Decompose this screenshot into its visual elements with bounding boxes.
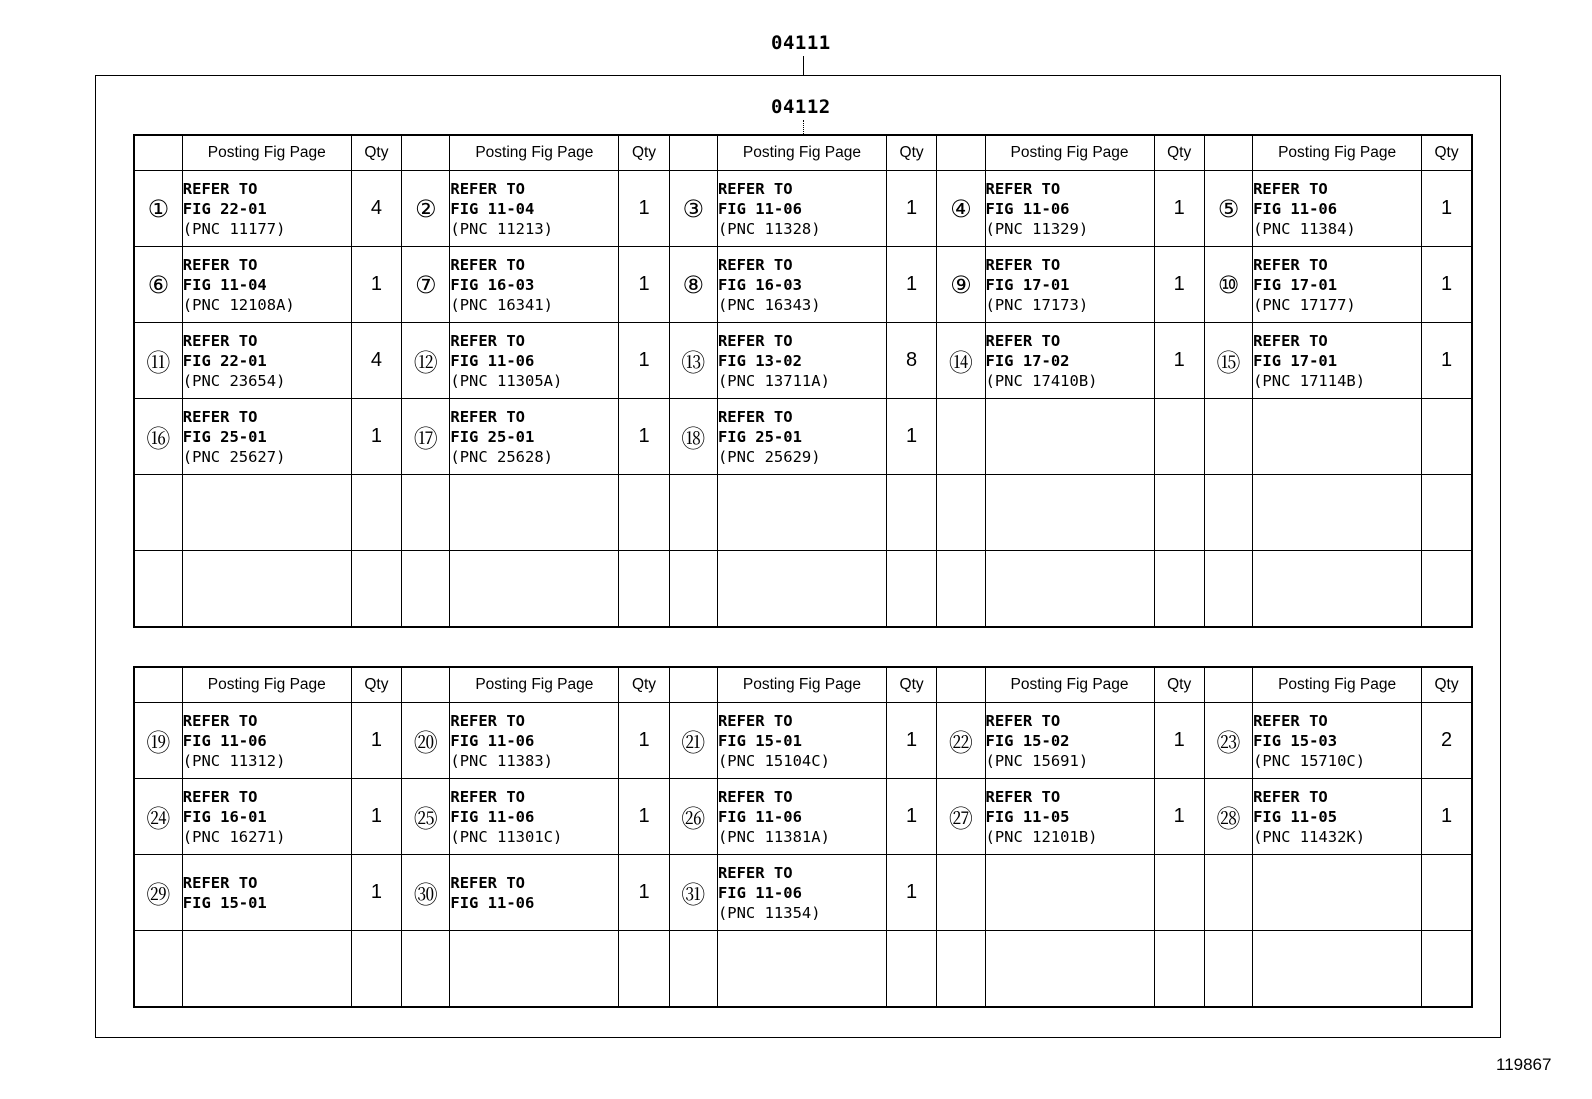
posting-reference — [1253, 551, 1422, 628]
reference-pnc: (PNC 17177) — [1253, 295, 1356, 314]
reference-pnc: (PNC 17410B) — [985, 371, 1098, 390]
reference-pnc: (PNC 25628) — [450, 447, 554, 466]
item-number — [669, 931, 717, 1008]
item-number: ⑧ — [669, 247, 717, 323]
header-qty: Qty — [886, 135, 936, 171]
reference-fig: FIG 11-06 — [450, 351, 535, 370]
reference-fig: FIG 17-02 — [985, 351, 1070, 370]
posting-reference — [717, 171, 886, 247]
quantity — [886, 931, 936, 1008]
reference-pnc: (PNC 25627) — [182, 447, 286, 466]
reference-fig: FIG 16-03 — [717, 275, 802, 294]
table-row — [134, 551, 1472, 628]
figure-id: 119867 — [1496, 1055, 1552, 1074]
quantity: 1 — [1154, 703, 1204, 779]
reference-refer: REFER TO — [985, 711, 1061, 730]
header-num-cell — [402, 135, 450, 171]
quantity — [886, 475, 936, 551]
posting-reference — [1253, 855, 1422, 931]
posting-reference — [985, 323, 1154, 399]
reference-refer: REFER TO — [450, 787, 526, 806]
item-number: ⑫ — [402, 323, 450, 399]
item-number — [1204, 855, 1252, 931]
item-number: ⑱ — [669, 399, 717, 475]
quantity: 1 — [619, 779, 669, 855]
reference-refer: REFER TO — [450, 873, 526, 892]
reference-fig: FIG 11-06 — [1253, 199, 1338, 218]
quantity — [886, 551, 936, 628]
reference-fig: FIG 11-05 — [985, 807, 1070, 826]
quantity: 1 — [886, 171, 936, 247]
item-number: ⑲ — [134, 703, 182, 779]
reference-fig: FIG 25-01 — [450, 427, 535, 446]
reference-pnc: (PNC 13711A) — [717, 371, 830, 390]
header-qty: Qty — [1154, 135, 1204, 171]
item-number — [669, 475, 717, 551]
table-row — [134, 171, 1472, 247]
item-number — [1204, 551, 1252, 628]
quantity: 4 — [351, 171, 401, 247]
posting-reference — [450, 779, 619, 855]
item-number — [134, 475, 182, 551]
reference-refer: REFER TO — [1253, 711, 1328, 730]
posting-reference — [182, 323, 351, 399]
item-number: ⑪ — [134, 323, 182, 399]
reference-pnc: (PNC 15710C) — [1253, 751, 1366, 770]
quantity — [1154, 475, 1204, 551]
posting-reference — [182, 247, 351, 323]
reference-refer: REFER TO — [182, 331, 258, 350]
reference-pnc: (PNC 16341) — [450, 295, 554, 314]
reference-refer: REFER TO — [1253, 255, 1328, 274]
item-number — [1204, 475, 1252, 551]
reference-pnc: (PNC 11383) — [450, 751, 554, 770]
quantity: 1 — [886, 399, 936, 475]
posting-reference — [985, 551, 1154, 628]
reference-fig: FIG 25-01 — [182, 427, 267, 446]
reference-refer: REFER TO — [450, 255, 526, 274]
item-number: ⑤ — [1204, 171, 1252, 247]
item-number: ㉑ — [669, 703, 717, 779]
quantity — [1422, 551, 1472, 628]
reference-pnc: (PNC 12101B) — [985, 827, 1098, 846]
quantity: 1 — [1422, 247, 1472, 323]
item-number — [669, 551, 717, 628]
reference-refer: REFER TO — [450, 179, 526, 198]
table-row — [134, 323, 1472, 399]
item-number — [937, 855, 985, 931]
table-row — [134, 931, 1472, 1008]
reference-refer: REFER TO — [985, 787, 1061, 806]
quantity: 4 — [351, 323, 401, 399]
quantity — [1154, 551, 1204, 628]
reference-fig: FIG 25-01 — [717, 427, 802, 446]
posting-reference — [717, 855, 886, 931]
item-number: ⑯ — [134, 399, 182, 475]
reference-fig: FIG 11-06 — [717, 807, 802, 826]
posting-reference — [985, 779, 1154, 855]
quantity: 1 — [886, 247, 936, 323]
posting-reference — [450, 171, 619, 247]
item-number: ㉘ — [1204, 779, 1252, 855]
posting-reference — [985, 703, 1154, 779]
reference-pnc: (PNC 11177) — [182, 219, 286, 238]
quantity: 1 — [619, 171, 669, 247]
header-num-cell — [134, 135, 182, 171]
reference-refer: REFER TO — [717, 863, 793, 882]
quantity: 1 — [619, 855, 669, 931]
reference-pnc: (PNC 11354) — [717, 903, 821, 922]
posting-reference — [450, 931, 619, 1008]
posting-reference — [717, 399, 886, 475]
leader-line-04111 — [803, 56, 804, 75]
reference-refer: REFER TO — [1253, 179, 1328, 198]
quantity: 1 — [619, 399, 669, 475]
header-posting-fig-page: Posting Fig Page — [985, 667, 1154, 703]
quantity: 1 — [351, 855, 401, 931]
header-num-cell — [669, 135, 717, 171]
item-number — [937, 399, 985, 475]
quantity: 1 — [886, 703, 936, 779]
header-qty: Qty — [619, 135, 669, 171]
header-row — [134, 135, 1472, 171]
item-number: ㉙ — [134, 855, 182, 931]
header-num-cell — [937, 135, 985, 171]
item-number: ⑮ — [1204, 323, 1252, 399]
reference-refer: REFER TO — [717, 255, 793, 274]
posting-reference — [1253, 399, 1422, 475]
reference-pnc: (PNC 17114B) — [1253, 371, 1366, 390]
item-number: ㉛ — [669, 855, 717, 931]
quantity: 1 — [1154, 247, 1204, 323]
posting-reference — [1253, 171, 1422, 247]
reference-pnc: (PNC 16343) — [717, 295, 821, 314]
reference-pnc: (PNC 12108A) — [182, 295, 295, 314]
reference-fig: FIG 17-01 — [985, 275, 1070, 294]
quantity — [619, 931, 669, 1008]
quantity: 8 — [886, 323, 936, 399]
posting-reference — [717, 703, 886, 779]
reference-refer: REFER TO — [182, 873, 258, 892]
posting-reference — [450, 323, 619, 399]
header-num-cell — [937, 667, 985, 703]
reference-fig: FIG 17-01 — [1253, 275, 1338, 294]
reference-pnc: (PNC 17173) — [985, 295, 1089, 314]
item-number: ㉓ — [1204, 703, 1252, 779]
header-num-cell — [1204, 135, 1252, 171]
quantity: 1 — [619, 247, 669, 323]
reference-refer: REFER TO — [450, 331, 526, 350]
item-number: ㉕ — [402, 779, 450, 855]
reference-fig: FIG 22-01 — [182, 351, 267, 370]
quantity — [1422, 399, 1472, 475]
reference-fig: FIG 17-01 — [1253, 351, 1338, 370]
header-posting-fig-page: Posting Fig Page — [450, 135, 619, 171]
reference-fig: FIG 11-06 — [450, 893, 535, 912]
item-number: ⑳ — [402, 703, 450, 779]
reference-pnc: (PNC 11381A) — [717, 827, 830, 846]
reference-table-2 — [133, 666, 1473, 1008]
quantity: 1 — [1154, 323, 1204, 399]
reference-fig: FIG 11-06 — [717, 199, 802, 218]
reference-pnc: (PNC 15104C) — [717, 751, 830, 770]
quantity: 1 — [351, 247, 401, 323]
header-posting-fig-page: Posting Fig Page — [182, 135, 351, 171]
quantity: 1 — [1422, 171, 1472, 247]
posting-reference — [450, 855, 619, 931]
table-row — [134, 855, 1472, 931]
reference-fig: FIG 16-01 — [182, 807, 267, 826]
header-posting-fig-page: Posting Fig Page — [182, 667, 351, 703]
reference-refer: REFER TO — [182, 255, 258, 274]
reference-pnc: (PNC 25629) — [717, 447, 821, 466]
reference-refer: REFER TO — [717, 787, 793, 806]
item-number: ㉚ — [402, 855, 450, 931]
quantity — [619, 475, 669, 551]
reference-refer: REFER TO — [182, 179, 258, 198]
item-number: ③ — [669, 171, 717, 247]
table-row — [134, 475, 1472, 551]
reference-fig: FIG 15-01 — [182, 893, 267, 912]
assembly-label-04111: 04111 — [771, 32, 831, 54]
posting-reference — [717, 475, 886, 551]
header-qty: Qty — [619, 667, 669, 703]
header-posting-fig-page: Posting Fig Page — [1253, 135, 1422, 171]
quantity — [1154, 855, 1204, 931]
reference-pnc: (PNC 11328) — [717, 219, 821, 238]
reference-pnc: (PNC 11384) — [1253, 219, 1356, 238]
reference-fig: FIG 11-05 — [1253, 807, 1338, 826]
item-number: ㉖ — [669, 779, 717, 855]
reference-pnc: (PNC 23654) — [182, 371, 286, 390]
table-row — [134, 703, 1472, 779]
leader-line-04112 — [803, 120, 804, 134]
reference-pnc: (PNC 11432K) — [1253, 827, 1366, 846]
quantity: 1 — [351, 399, 401, 475]
posting-reference — [1253, 323, 1422, 399]
reference-refer: REFER TO — [450, 711, 526, 730]
posting-reference — [182, 931, 351, 1008]
posting-reference — [985, 171, 1154, 247]
posting-reference — [182, 703, 351, 779]
posting-reference — [182, 399, 351, 475]
item-number — [134, 931, 182, 1008]
posting-reference — [182, 475, 351, 551]
item-number: ㉔ — [134, 779, 182, 855]
reference-pnc: (PNC 11213) — [450, 219, 554, 238]
quantity: 1 — [351, 703, 401, 779]
item-number: ⑥ — [134, 247, 182, 323]
reference-pnc: (PNC 16271) — [182, 827, 286, 846]
posting-reference — [1253, 703, 1422, 779]
reference-fig: FIG 11-04 — [182, 275, 267, 294]
posting-reference — [450, 551, 619, 628]
posting-reference — [1253, 247, 1422, 323]
reference-refer: REFER TO — [182, 407, 258, 426]
header-num-cell — [134, 667, 182, 703]
quantity: 2 — [1422, 703, 1472, 779]
reference-refer: REFER TO — [182, 787, 258, 806]
reference-refer: REFER TO — [182, 711, 258, 730]
item-number: ① — [134, 171, 182, 247]
header-qty: Qty — [351, 135, 401, 171]
reference-refer: REFER TO — [985, 255, 1061, 274]
header-qty: Qty — [351, 667, 401, 703]
item-number: ④ — [937, 171, 985, 247]
item-number — [937, 475, 985, 551]
reference-refer: REFER TO — [717, 407, 793, 426]
quantity: 1 — [1422, 323, 1472, 399]
item-number: ⑩ — [1204, 247, 1252, 323]
quantity: 1 — [1422, 779, 1472, 855]
reference-fig: FIG 22-01 — [182, 199, 267, 218]
item-number — [937, 551, 985, 628]
item-number: ⑬ — [669, 323, 717, 399]
reference-refer: REFER TO — [450, 407, 526, 426]
header-qty: Qty — [1422, 667, 1472, 703]
header-row — [134, 667, 1472, 703]
item-number — [1204, 399, 1252, 475]
header-posting-fig-page: Posting Fig Page — [717, 667, 886, 703]
reference-fig: FIG 16-03 — [450, 275, 535, 294]
reference-refer: REFER TO — [1253, 331, 1328, 350]
quantity — [351, 551, 401, 628]
posting-reference — [450, 399, 619, 475]
item-number — [1204, 931, 1252, 1008]
posting-reference — [182, 171, 351, 247]
item-number: ⑨ — [937, 247, 985, 323]
reference-table-1 — [133, 134, 1473, 628]
posting-reference — [717, 247, 886, 323]
reference-fig: FIG 11-04 — [450, 199, 535, 218]
item-number: ⑦ — [402, 247, 450, 323]
quantity: 1 — [886, 855, 936, 931]
header-qty: Qty — [1422, 135, 1472, 171]
assembly-label-04112: 04112 — [771, 96, 831, 118]
reference-pnc: (PNC 11305A) — [450, 371, 563, 390]
posting-reference — [985, 247, 1154, 323]
header-posting-fig-page: Posting Fig Page — [985, 135, 1154, 171]
header-num-cell — [402, 667, 450, 703]
item-number: ⑭ — [937, 323, 985, 399]
posting-reference — [182, 855, 351, 931]
header-num-cell — [1204, 667, 1252, 703]
reference-fig: FIG 15-02 — [985, 731, 1070, 750]
reference-fig: FIG 13-02 — [717, 351, 802, 370]
table-row — [134, 247, 1472, 323]
posting-reference — [1253, 475, 1422, 551]
reference-pnc: (PNC 11329) — [985, 219, 1089, 238]
reference-fig: FIG 15-03 — [1253, 731, 1338, 750]
reference-fig: FIG 11-06 — [182, 731, 267, 750]
posting-reference — [182, 779, 351, 855]
header-posting-fig-page: Posting Fig Page — [1253, 667, 1422, 703]
posting-reference — [450, 475, 619, 551]
reference-refer: REFER TO — [985, 179, 1061, 198]
table-row — [134, 399, 1472, 475]
reference-refer: REFER TO — [1253, 787, 1328, 806]
quantity: 1 — [619, 323, 669, 399]
item-number — [402, 551, 450, 628]
item-number: ㉗ — [937, 779, 985, 855]
reference-pnc: (PNC 11301C) — [450, 827, 563, 846]
posting-reference — [1253, 779, 1422, 855]
reference-pnc: (PNC 15691) — [985, 751, 1089, 770]
reference-refer: REFER TO — [717, 179, 793, 198]
quantity — [1154, 399, 1204, 475]
header-num-cell — [669, 667, 717, 703]
header-qty: Qty — [886, 667, 936, 703]
item-number — [402, 931, 450, 1008]
reference-fig: FIG 11-06 — [717, 883, 802, 902]
item-number: ② — [402, 171, 450, 247]
quantity — [1422, 475, 1472, 551]
header-qty: Qty — [1154, 667, 1204, 703]
item-number — [937, 931, 985, 1008]
reference-pnc: (PNC 11312) — [182, 751, 286, 770]
quantity — [1154, 931, 1204, 1008]
quantity: 1 — [619, 703, 669, 779]
item-number — [134, 551, 182, 628]
quantity — [1422, 931, 1472, 1008]
posting-reference — [1253, 931, 1422, 1008]
posting-reference — [717, 779, 886, 855]
posting-reference — [985, 399, 1154, 475]
quantity — [1422, 855, 1472, 931]
reference-fig: FIG 11-06 — [450, 731, 535, 750]
reference-refer: REFER TO — [717, 711, 793, 730]
reference-fig: FIG 15-01 — [717, 731, 802, 750]
posting-reference — [985, 855, 1154, 931]
reference-fig: FIG 11-06 — [450, 807, 535, 826]
item-number: ㉒ — [937, 703, 985, 779]
quantity: 1 — [351, 779, 401, 855]
reference-refer: REFER TO — [717, 331, 793, 350]
posting-reference — [985, 931, 1154, 1008]
posting-reference — [450, 247, 619, 323]
posting-reference — [450, 703, 619, 779]
quantity — [351, 475, 401, 551]
header-posting-fig-page: Posting Fig Page — [717, 135, 886, 171]
quantity: 1 — [1154, 779, 1204, 855]
reference-fig: FIG 11-06 — [985, 199, 1070, 218]
table-row — [134, 779, 1472, 855]
posting-reference — [182, 551, 351, 628]
reference-refer: REFER TO — [985, 331, 1061, 350]
item-number: ⑰ — [402, 399, 450, 475]
quantity — [619, 551, 669, 628]
quantity: 1 — [1154, 171, 1204, 247]
quantity — [351, 931, 401, 1008]
posting-reference — [717, 551, 886, 628]
posting-reference — [985, 475, 1154, 551]
header-posting-fig-page: Posting Fig Page — [450, 667, 619, 703]
posting-reference — [717, 931, 886, 1008]
posting-reference — [717, 323, 886, 399]
quantity: 1 — [886, 779, 936, 855]
item-number — [402, 475, 450, 551]
